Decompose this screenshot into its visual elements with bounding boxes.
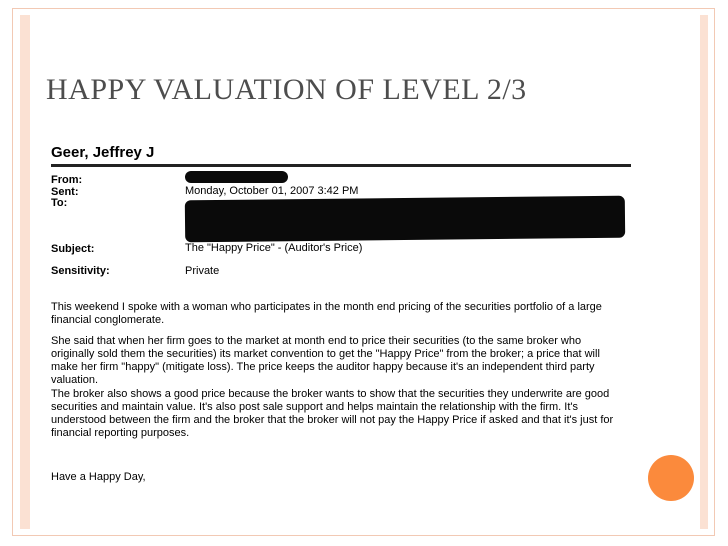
email-closing: Have a Happy Day, [51, 471, 146, 483]
right-decorative-band [700, 15, 708, 529]
to-label: To: [51, 197, 68, 209]
sent-label: Sent: [51, 186, 79, 198]
redaction-from [185, 171, 288, 183]
slide-title: HAPPY VALUATION OF LEVEL 2/3 [46, 73, 527, 106]
sent-value: Monday, October 01, 2007 3:42 PM [185, 185, 359, 197]
email-paragraph-2: She said that when her firm goes to the market at month end to price their securities (to the same broker who originally sold them the securities) its market convention to get the "Happy Price" from the broker; a price that will make her firm "happy" (mitigate loss). The price keeps the auditor happy because it's an independent third party valuation. [51, 335, 600, 386]
subject-label: Subject: [51, 243, 95, 255]
sensitivity-value: Private [185, 265, 220, 277]
header-divider [51, 164, 631, 167]
sensitivity-label: Sensitivity: [51, 265, 110, 277]
email-screenshot [43, 136, 633, 516]
email-sender-name: Geer, Jeffrey J [51, 144, 155, 161]
orange-circle-decoration [648, 455, 694, 501]
from-label: From: [51, 174, 83, 186]
email-paragraph-1: This weekend I spoke with a woman who participates in the month end pricing of the securities portfolio of a large financial conglomerate. [51, 301, 602, 326]
subject-value: The "Happy Price" - (Auditor's Price) [185, 242, 363, 254]
redaction-to [185, 196, 625, 243]
left-decorative-band [20, 15, 30, 529]
email-paragraph-3: The broker also shows a good price because the broker wants to show that the securities they underwrite are good securities and maintain value. It's also post sale support and helps maintain the relationship with the firm. It's understood between the firm and the broker that the broker will not pay the Happy Price if asked and that it's just for financial reporting purposes. [51, 388, 614, 439]
